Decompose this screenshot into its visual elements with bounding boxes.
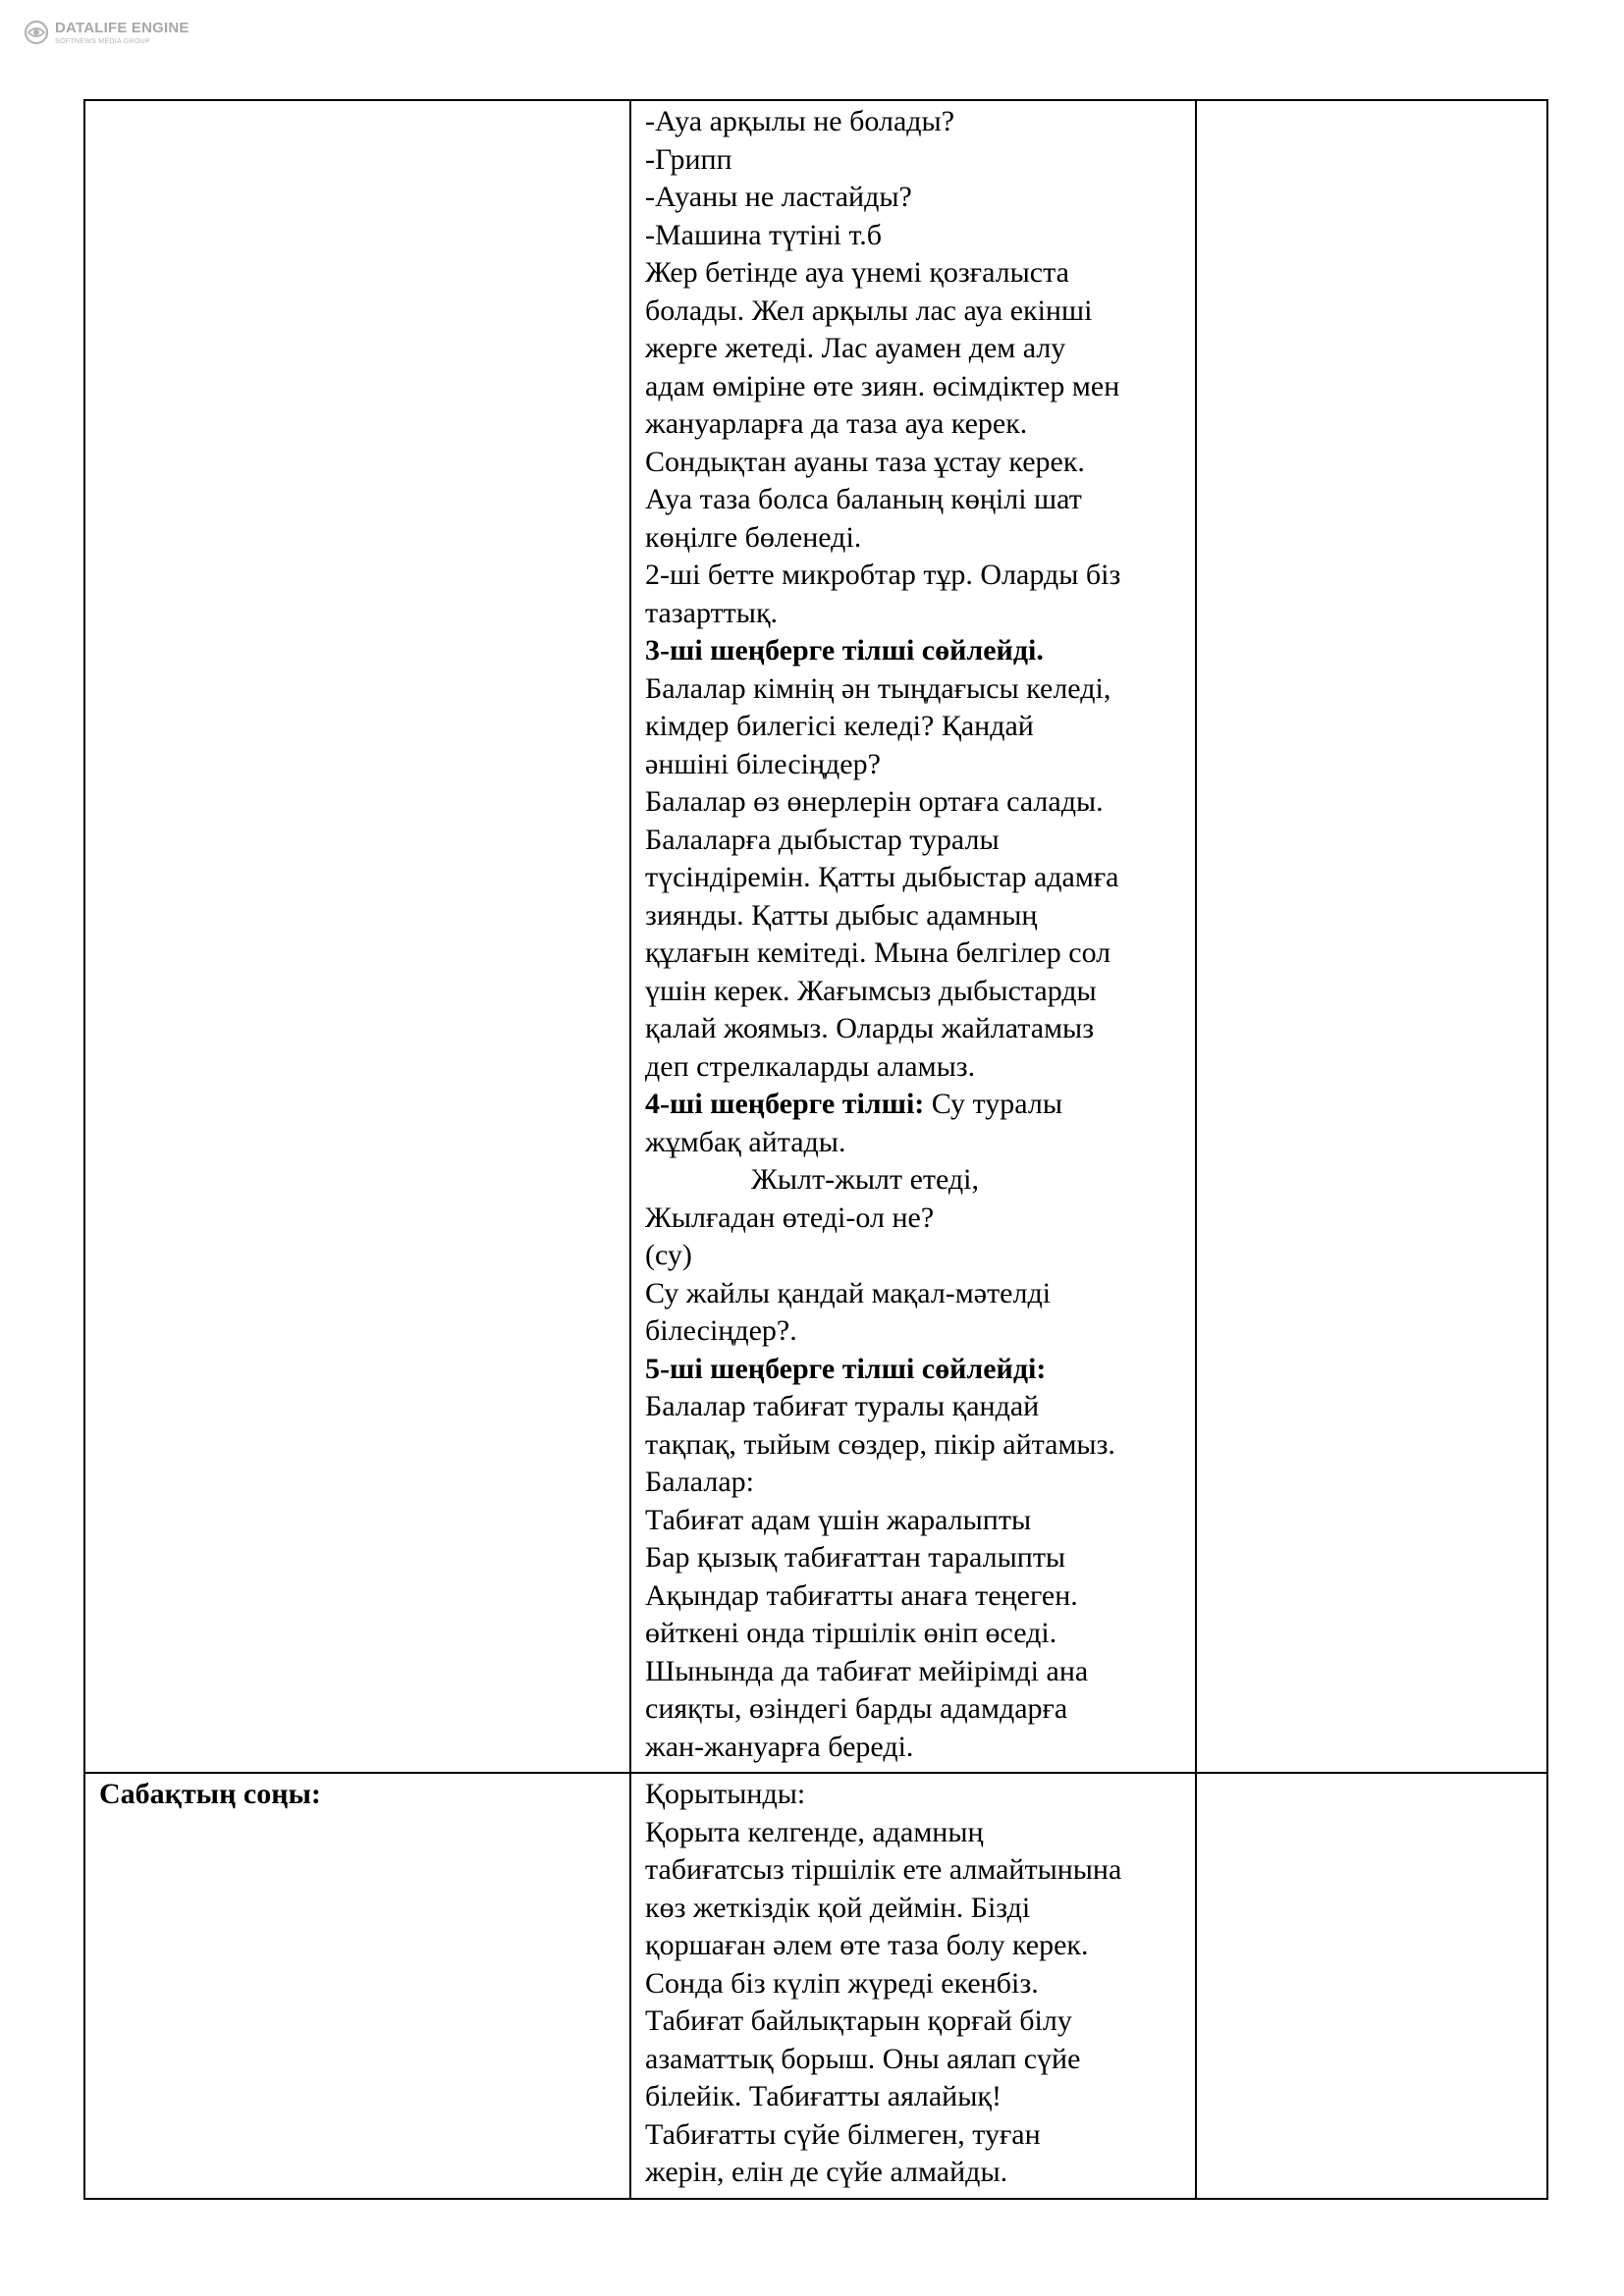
section-heading: 4-ші шеңберге тілші: [645,1088,925,1120]
text-line: Балалар өз өнерлерін ортаға салады. [645,785,1104,818]
text-line: зиянды. Қатты дыбыс адамның [645,898,1038,932]
text-line: болады. Жел арқылы лас ауа екінші [645,294,1093,327]
notes-cell [1196,1773,1547,2199]
lesson-table [83,99,1548,2200]
text-line: құлағын кемітеді. Мына белгілер сол [645,936,1111,969]
text-line: Балалар: [645,1466,754,1498]
text-line: жерге жетеді. Лас ауамен дем алу [645,332,1066,364]
text-line: Жер бетінде ауа үнемі қозғалыста [645,256,1069,289]
text-line: 4-ші шеңберге тілші: Су туралы [645,1088,1062,1120]
section-heading: 5-ші шеңберге тілші сөйлейді: [645,1352,1047,1385]
text-line: жұмбақ айтады. [645,1125,846,1158]
table-row [84,100,1547,1773]
watermark-subtitle: SOFTNEWS MEDIA GROUP [55,37,151,45]
text-line: білесіңдер?. [645,1314,797,1347]
text-line: көз жеткіздік қой деймін. Бізді [645,1891,1031,1924]
text-line: жерін, елін де сүйе алмайды. [645,2156,1008,2188]
table-row [84,1773,1547,2199]
text-line: -Машина түтіні т.б [645,218,883,251]
text-line: деп стрелкаларды аламыз. [645,1049,976,1083]
text-line: тазарттық. [645,596,779,629]
content-cell [630,1773,1196,2199]
text-line: (су) [645,1239,692,1271]
section-heading: 3-ші шеңберге тілші сөйлейді. [645,634,1044,667]
eye-logo-icon [24,20,49,45]
notes-cell [1196,100,1547,1773]
text-line: өйткені онда тіршілік өніп өседі. [645,1617,1057,1649]
text-line: қалай жоямыз. Оларды жайлатамыз [645,1012,1095,1044]
text-line: адам өміріне өте зиян. өсімдіктер мен [645,369,1120,402]
text-line: сияқты, өзіндегі барды адамдарға [645,1692,1068,1725]
text-line: көңілге бөленеді. [645,520,862,554]
text-line: -Ауа арқылы не болады? [645,105,955,137]
text-line: Ауа таза болса баланың көңілі шат [645,483,1082,515]
watermark-title: DATALIFE ENGINE [55,19,189,36]
stage-label: Сабақтың соңы: [99,1778,321,1810]
text-line: Қорыта келгенде, адамның [645,1815,984,1848]
text-line: кімдер билегісі келеді? Қандай [645,710,1034,742]
text-line: Шынында да табиғат мейірімді ана [645,1654,1089,1687]
text-line: үшін керек. Жағымсыз дыбыстарды [645,974,1097,1007]
text-line: жануарларға да таза ауа керек. [645,407,1028,440]
content-cell [630,100,1196,1773]
text-line: Жылғадан өтеді-ол не? [645,1201,935,1234]
stage-cell [84,1773,630,2199]
text-line: Су жайлы қандай мақал-мәтелді [645,1276,1052,1309]
text-line: Бар қызық табиғаттан таралыпты [645,1541,1066,1574]
text-line: Балалар кімнің ән тыңдағысы келеді, [645,671,1111,705]
text-line: Балалар табиғат туралы қандай [645,1390,1040,1422]
text-line: тақпақ, тыйым сөздер, пікір айтамыз. [645,1427,1115,1461]
text-line: түсіндіремін. Қатты дыбыстар адамға [645,861,1119,893]
riddle-line: Жылт-жылт етеді, [751,1163,980,1196]
text-line: Табиғат адам үшін жаралыпты [645,1503,1032,1536]
text-line: -Ауаны не ластайды? [645,181,912,213]
text-line: әншіні білесіңдер? [645,747,881,780]
text-line: азаматтық борыш. Оны аялап сүйе [645,2042,1081,2075]
text-line: Ақындар табиғатты анаға теңеген. [645,1578,1078,1612]
text-line: Сонда біз күліп жүреді екенбіз. [645,1966,1039,2000]
text-line: Балаларға дыбыстар туралы [645,823,1000,856]
watermark [24,20,189,45]
text-line: Сондықтан ауаны таза ұстау керек. [645,445,1085,478]
text-line: -Грипп [645,142,732,176]
text-line: Табиғат байлықтарын қорғай білу [645,2004,1072,2037]
text-line: Табиғатты сүйе білмеген, туған [645,2117,1041,2151]
text-line: білейік. Табиғатты аялайық! [645,2080,1001,2112]
text-line: қоршаған әлем өте таза болу керек. [645,1929,1089,1961]
text-line: Қорытынды: [645,1778,806,1810]
text-line: табиғатсыз тіршілік ете алмайтынына [645,1853,1122,1886]
text-line: 2-ші бетте микробтар тұр. Оларды біз [645,559,1121,591]
text-line: жан-жануарға береді. [645,1730,914,1763]
stage-cell [84,100,630,1773]
